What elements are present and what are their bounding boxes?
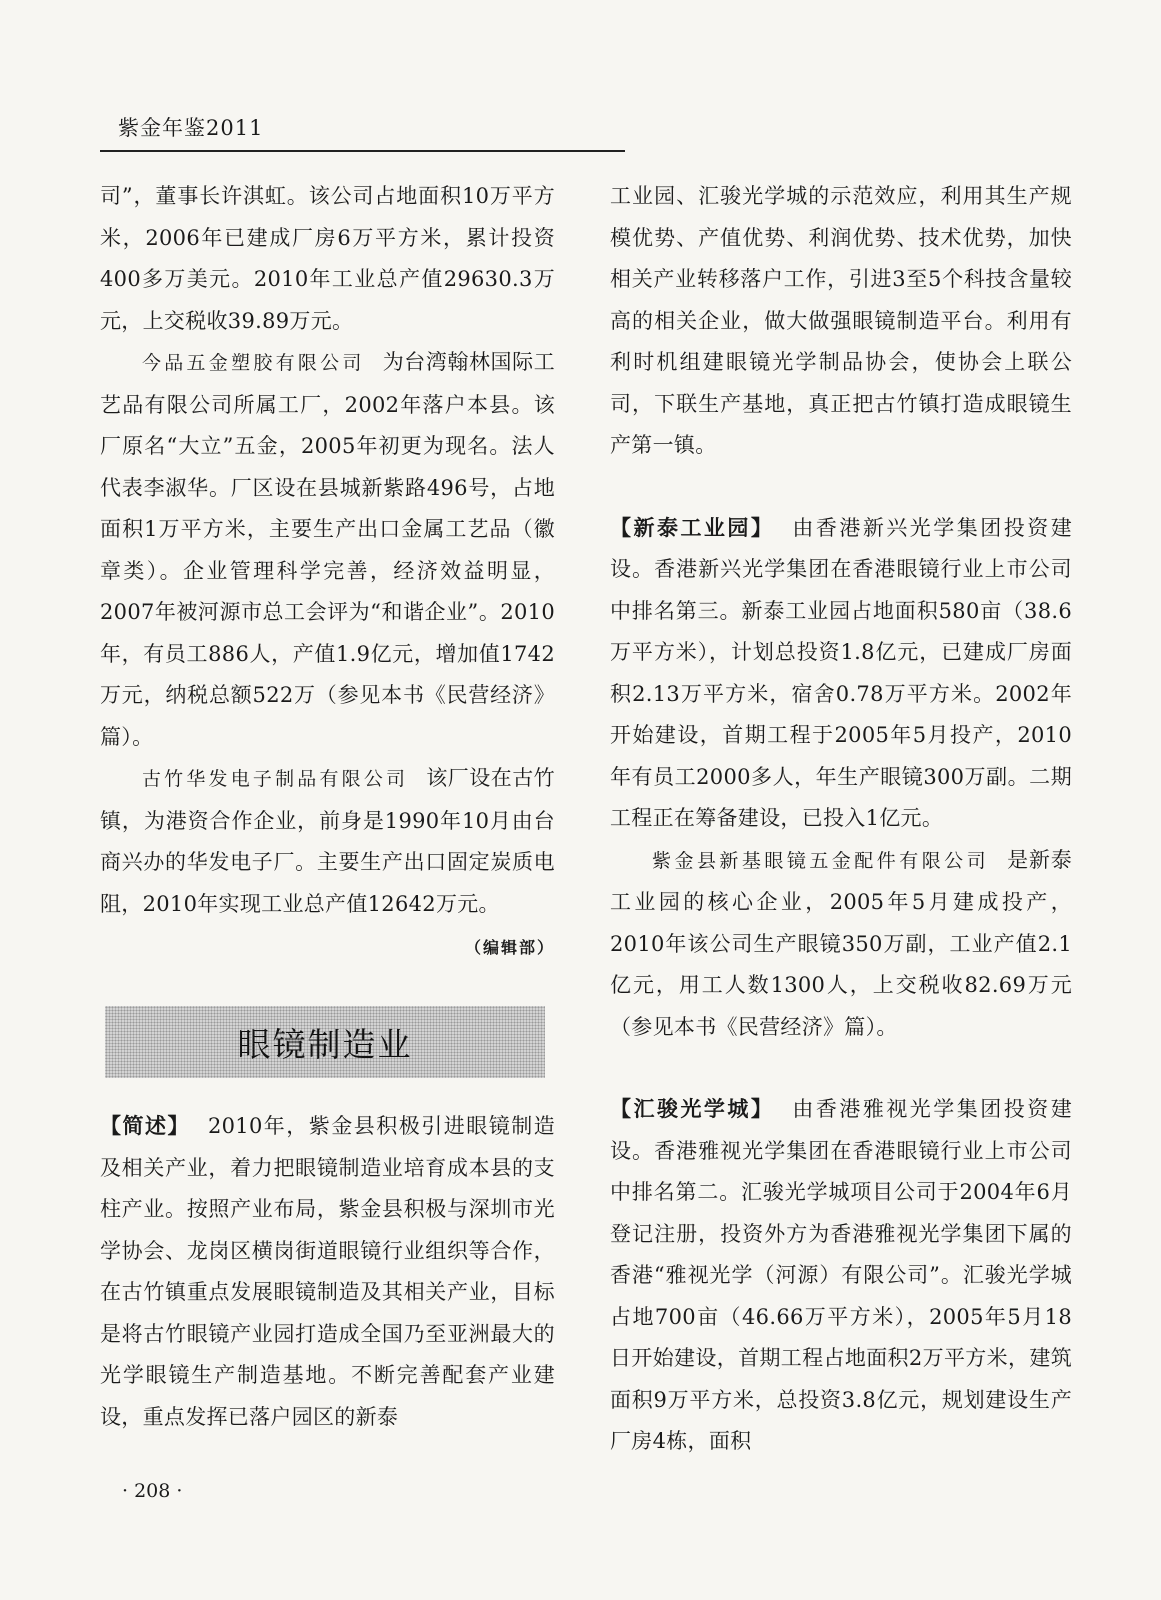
- paragraph-summary: [100, 1106, 555, 1438]
- section-tag: 【简述】: [100, 1114, 190, 1138]
- company-name: 今品五金塑胶有限公司: [142, 352, 365, 374]
- paragraph-continued: 司”，董事长许淇虹。该公司占地面积10万平方米，2006年已建成厂房6万平方米，累计投资400多万美元。2010年工业总产值29630.3万元，上交税收39.89万元。: [100, 184, 555, 333]
- running-header: 紫金年鉴2011: [118, 116, 264, 140]
- paragraph-text: 是新泰工业园的核心企业，2005年5月建成投产，2010年该公司生产眼镜350万副，工业产值2.1亿元，用工人数1300人，上交税收82.69万元（参见本书《民营经济》篇）。: [610, 847, 1072, 1039]
- right-column: [610, 176, 1072, 1463]
- company-name: 紫金县新基眼镜五金配件有限公司: [652, 849, 990, 872]
- header-rule: [100, 150, 625, 152]
- paragraph-text: 由香港雅视光学集团投资建设。香港雅视光学集团在香港眼镜行业上市公司中排名第二。汇骏光学城项目公司于2004年6月登记注册，投资外方为香港雅视光学集团下属的香港“雅视光学（河源）有限公司”。汇骏光学城占地700亩（46.66万平方米），2005年5月18日开始建设，首期工程占地面积2万平方米，建筑面积9万平方米，总投资3.8亿元，规划建设生产厂房4栋，面积: [610, 1097, 1072, 1453]
- paragraph-text: 为台湾翰林国际工艺品有限公司所属工厂，2002年落户本县。该厂原名“大立”五金，2005年初更为现名。法人代表李淑华。厂区设在县城新紫路496号，占地面积1万平方米，主要生产出口金属工艺品（徽章类）。企业管理科学完善，经济效益明显，2007年被河源市总工会评为“和谐企业”。2010年，有员工886人，产值1.9亿元，增加值1742万元，纳税总额522万（参见本书《民营经济》篇）。: [100, 350, 555, 749]
- paragraph-text: 该厂设在古竹镇，为港资合作企业，前身是1990年10月由台商兴办的华发电子厂。主要生产出口固定炭质电阻，2010年实现工业总产值12642万元。: [100, 766, 555, 916]
- paragraph-text: 2010年，紫金县积极引进眼镜制造及相关产业，着力把眼镜制造业培育成本县的支柱产业。按照产业布局，紫金县积极与深圳市光学协会、龙岗区横岗街道眼镜行业组织等合作，在古竹镇重点发展眼镜制造及其相关产业，目标是将古竹眼镜产业园打造成全国乃至亚洲最大的光学眼镜生产制造基地。不断完善配套产业建设，重点发挥已落户园区的新泰: [100, 1114, 555, 1429]
- paragraph-jinpin: [100, 342, 555, 758]
- page-number: · 208 ·: [122, 1480, 183, 1502]
- section-tag: 【新泰工业园】: [610, 515, 775, 540]
- section-title-banner: 眼镜制造业: [105, 1006, 545, 1078]
- paragraph-text: 由香港新兴光学集团投资建设。香港新兴光学集团在香港眼镜行业上市公司中排名第三。新泰工业园占地面积580亩（38.6万平方米），计划总投资1.8亿元，已建成厂房面积2.13万平方米，宿舍0.78万平方米。2002年开始建设，首期工程于2005年5月投产，2010年有员工2000多人，年生产眼镜300万副。二期工程正在筹备建设，已投入1亿元。: [610, 515, 1072, 830]
- paragraph-xintai: [610, 508, 1072, 840]
- paragraph-continued: 工业园、汇骏光学城的示范效应，利用其生产规模优势、产值优势、利润优势、技术优势，加快相关产业转移落户工作，引进3至5个科技含量较高的相关企业，做大做强眼镜制造平台。利用有利时机组建眼镜光学制品协会，使协会上联公司，下联生产基地，真正把古竹镇打造成眼镜生产第一镇。: [610, 184, 1072, 457]
- section-tag: 【汇骏光学城】: [610, 1097, 775, 1121]
- paragraph-huijun: [610, 1089, 1072, 1463]
- left-column: [100, 176, 555, 1438]
- editor-signature: （编辑部）: [464, 938, 555, 957]
- paragraph-xinji: [610, 840, 1072, 1049]
- company-name: 古竹华发电子制品有限公司: [142, 768, 409, 790]
- paragraph-huafa: [100, 758, 555, 925]
